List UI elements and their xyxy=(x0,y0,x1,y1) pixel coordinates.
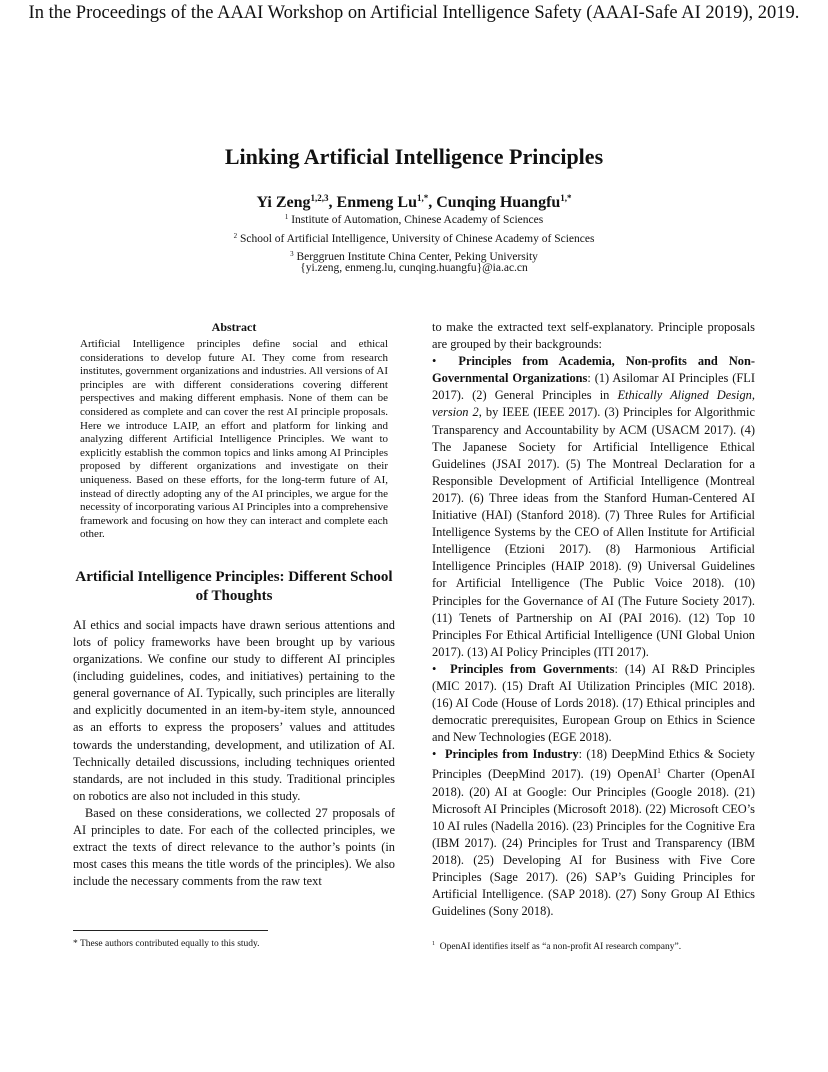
abstract-heading: Abstract xyxy=(211,320,257,334)
body-paragraph: AI ethics and social impacts have drawn serious attentions and lots of policy frameworks have been brought up by various organizations. We confine our study to different AI principles (including guidelines, codes, and initiatives) pertaining to the general governance of AI. Typically, such principles are literally and explicitly documented in an item-by-item style, announced as an efforts to express the proposers’ values and attitudes towards the understanding, development, and utilization of AI. Technically detailed discussions, including techniques oriented standards, are not included in this study. Traditional principles on robotics are also not included in this study. xyxy=(73,617,395,803)
bullet-label: Principles from Industry xyxy=(444,747,579,762)
affiliation: $^3$ Berggruen Institute China Center, Peking University xyxy=(290,250,538,263)
section-heading: Artificial Intelligence Principles: Different School of Thoughts xyxy=(75,568,393,604)
body-paragraph: to make the extracted text self-explanatory. Principle proposals are grouped by their backgrounds: xyxy=(432,320,755,352)
affiliation: $^1$ Institute of Automation, Chinese Academy of Sciences xyxy=(284,213,544,226)
bullet-industry: • Principles from Industry: (18) DeepMind Ethics & Society Principles (DeepMind 2017). (19) OpenAI$^1$ Charter (OpenAI 2018). (20) AI at Google: Our Principles (Google 2018). (21) Microsoft AI Principles (Microsoft 2018). (22) Microsoft CEO’s 10 AI rules (Nadella 2016). (23) Principles for the Cognitive Era (IBM 2017). (24) Principles for Trust and Transparency (IBM 2018). (25) Developing AI for Business with Five Core Principles (Sage 2017). (26) SAP’s Guiding Principles for Artificial Intelligence. (SAP 2018). (27) Sony Group AI Ethics Guidelines (Sony 2018). xyxy=(432,747,755,919)
right-column xyxy=(432,319,755,920)
bullet-academia: • Principles from Academia, Non-profits and Non-Governmental Organizations: (1) Asilomar AI Principles (FLI 2017). (2) General Principles in Ethically Aligned Design, version 2, by IEEE (IEEE 2017). (3) Principles for Algorithmic Transparency and Accountability by ACM (USACM 2017). (4) The Japanese Society for Artificial Intelligence Ethical Guidelines (JSAI 2017). (5) The Montreal Declaration for a Responsible Development of Artificial Intelligence (Montreal 2017). (6) Three ideas from the Stanford Human-Centered AI Initiative (HAI) (Stanford 2018). (7) Three Rules for Artificial Intelligence Systems by the CEO of Allen Institute for Artificial Intelligence (Etzioni 2017). (8) Harmonious Artificial Intelligence Principles (HAIP 2018). (9) Universal Guidelines for Artificial Intelligence (The Public Voice 2018). (10) Principles for the Governance of AI (The Future Society 2017). (11) Tenets of Partnership on AI (PAI 2016). (12) Top 10 Principles For Ethical Artificial Intelligence (UNI Global Union 2017). (13) AI Policy Principles (ITI 2017). xyxy=(432,354,755,659)
footnote-right: $^1$ OpenAI identifies itself as “a non-profit AI research company”. xyxy=(432,941,682,952)
author-name: Enmeng Lu xyxy=(336,194,417,211)
author-name: Yi Zeng xyxy=(256,194,311,211)
author-marks: 1,* xyxy=(416,193,429,203)
bullet-governments: • Principles from Governments: (14) AI R&D Principles (MIC 2017). (15) Draft AI Utilization Principles (MIC 2018). (16) AI Code (House of Lords 2018). (17) Ethical principles and democratic prerequisites, European Group on Ethics in Science and New Technologies (EGE 2018). xyxy=(432,661,755,745)
affiliation: $^2$ School of Artificial Intelligence, University of Chinese Academy of Sciences xyxy=(233,232,595,245)
footnote-left: * These authors contributed equally to this study. xyxy=(73,939,260,949)
body-paragraph: Based on these considerations, we collected 27 proposals of AI principles to date. For each of the collected principles, we extract the texts of direct relevance to the author’s points (in most cases this means the title words of the principles). We also include the necessary comments from the raw text xyxy=(73,805,395,889)
paper-title: Linking Artificial Intelligence Principles xyxy=(224,144,604,169)
venue-header: In the Proceedings of the AAAI Workshop on Artificial Intelligence Safety (AAAI-Safe AI 2019), 2019. xyxy=(28,3,800,23)
abstract-text: Artificial Intelligence principles define social and ethical considerations to develop future AI. They come from research institutes, government organizations and industries. All versions of AI principles are with different considerations covering different perspectives and making different emphasis. None of them can be considered as complete and can cover the rest AI principle proposals. Here we introduce LAIP, an effort and platform for linking and analyzing different Artificial Intelligence Principles. We want to explicitly establish the common topics and links among AI Principles proposed by different organizations and investigate on their uniqueness. Based on these efforts, for the long-term future of AI, instead of directly adopting any of the AI principles, we argue for the necessity of incorporating various AI Principles into a comprehensive framework and focusing on how they can interact and complete each other. xyxy=(80,338,388,541)
bullet-label: Principles from Academia, Non-profits and Non-Governmental Organizations xyxy=(432,354,755,386)
footnote-rule xyxy=(73,930,268,931)
left-column xyxy=(73,319,395,890)
author-list: Yi Zeng$^{1,2,3}$, Enmeng $Lu^{1,*}$, Cunqing Huangfu$^{1,*}$ xyxy=(256,193,572,211)
author-marks: 1,2,3 xyxy=(310,193,329,203)
author-marks: 1,* xyxy=(560,193,572,203)
author-name: Cunqing Huangfu xyxy=(436,194,561,211)
author-email: {yi.zeng, enmeng.lu, cunqing.huangfu}@ia.ac.cn xyxy=(300,262,528,274)
bullet-label: Principles from Governments xyxy=(450,661,615,676)
footnote-mark: 1 xyxy=(657,767,661,776)
